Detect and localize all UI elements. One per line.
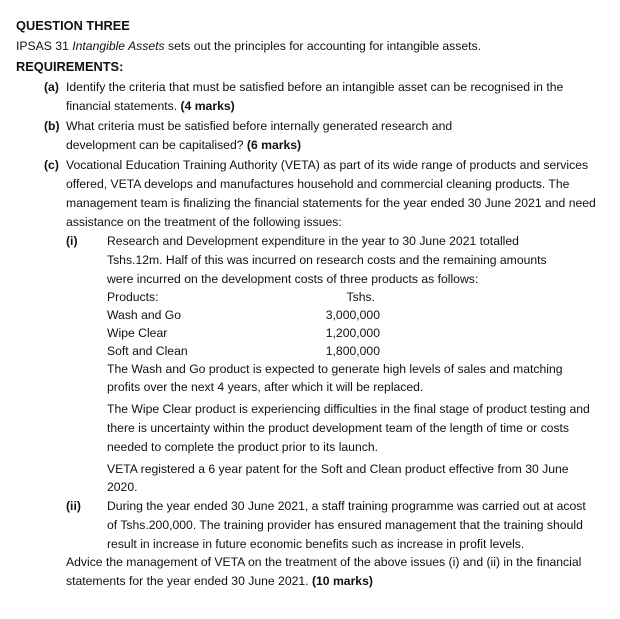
part-a-marks: (4 marks) — [180, 99, 235, 113]
part-a-line-2-text: financial statements. — [66, 99, 178, 113]
table-row-amount: 3,000,000 — [325, 308, 380, 322]
part-c-label: (c) — [44, 158, 59, 172]
issue-ii-line-3: result in increase in future economic benefits such as increase in profit levels. — [107, 537, 525, 551]
intro-pre: IPSAS 31 — [16, 39, 73, 53]
patent-line-2: 2020. — [107, 480, 138, 494]
part-b-label: (b) — [44, 119, 60, 133]
part-a-label: (a) — [44, 80, 59, 94]
table-row-product: Wash and Go — [107, 308, 182, 322]
table-header-product: Products: — [107, 290, 159, 304]
issue-i-label: (i) — [66, 234, 78, 248]
table-row-amount: 1,200,000 — [325, 326, 380, 340]
table-row-amount: 1,800,000 — [325, 344, 380, 358]
table-row-product: Wipe Clear — [107, 326, 168, 340]
issue-ii-line-2: of Tshs.200,000. The training provider has ensured management that the training should — [107, 518, 583, 532]
table-header-amount: Tshs. — [346, 290, 375, 304]
part-c-line-4: assistance on the treatment of the following issues: — [66, 215, 342, 229]
part-b-line-2 — [66, 136, 301, 155]
issue-ii-line-1: During the year ended 30 June 2021, a staff training programme was carried out at acost — [107, 499, 586, 513]
wipe-clear-line-3: needed to complete the product prior to its launch. — [107, 440, 378, 454]
issue-i-line-3: were incurred on the development costs of three products as follows: — [107, 272, 479, 286]
issue-i-line-1: Research and Development expenditure in the year to 30 June 2021 totalled — [107, 234, 519, 248]
advice-line-2 — [66, 572, 373, 591]
issue-ii-label: (ii) — [66, 499, 81, 513]
part-a-line-2 — [66, 97, 235, 116]
question-heading: QUESTION THREE — [16, 18, 130, 33]
intro-standard: Intangible Assets — [72, 39, 165, 53]
intro-post: sets out the principles for accounting for intangible assets. — [164, 39, 481, 53]
part-c-line-1: Vocational Education Training Authority (VETA) as part of its wide range of products and services — [66, 158, 589, 172]
advice-marks: (10 marks) — [311, 574, 373, 588]
wipe-clear-line-1: The Wipe Clear product is experiencing difficulties in the final stage of product testing and — [107, 402, 590, 416]
advice-line-1: Advice the management of VETA on the treatment of the above issues (i) and (ii) in the financial — [66, 555, 582, 569]
part-b-marks: (6 marks) — [246, 138, 302, 152]
wash-go-line-1: The Wash and Go product is expected to generate high levels of sales and matching — [107, 362, 563, 376]
part-b-line-2-text: development can be capitalised? — [66, 138, 244, 152]
table-row-product: Soft and Clean — [107, 344, 188, 358]
wipe-clear-line-2: there is uncertainty within the product development team of the length of time or costs — [107, 421, 570, 435]
part-c-line-3: management team is finalizing the financial statements for the year ended 30 June 2021 and need — [66, 196, 596, 210]
advice-line-2-text: statements for the year ended 30 June 2021. — [66, 574, 309, 588]
part-c-line-2: offered, VETA develops and manufactures household and commercial cleaning products. The — [66, 177, 570, 191]
wash-go-line-2: profits over the next 4 years, after which it will be replaced. — [107, 380, 424, 394]
intro-text — [16, 37, 481, 56]
issue-i-line-2: Tshs.12m. Half of this was incurred on research costs and the remaining amounts — [107, 253, 547, 267]
part-a-line-1: Identify the criteria that must be satisfied before an intangible asset can be recognised in the — [66, 80, 564, 94]
part-b-line-1: What criteria must be satisfied before internally generated research and — [66, 119, 453, 133]
requirements-label: REQUIREMENTS: — [16, 59, 124, 74]
patent-line-1: VETA registered a 6 year patent for the Soft and Clean product effective from 30 June — [107, 462, 569, 476]
